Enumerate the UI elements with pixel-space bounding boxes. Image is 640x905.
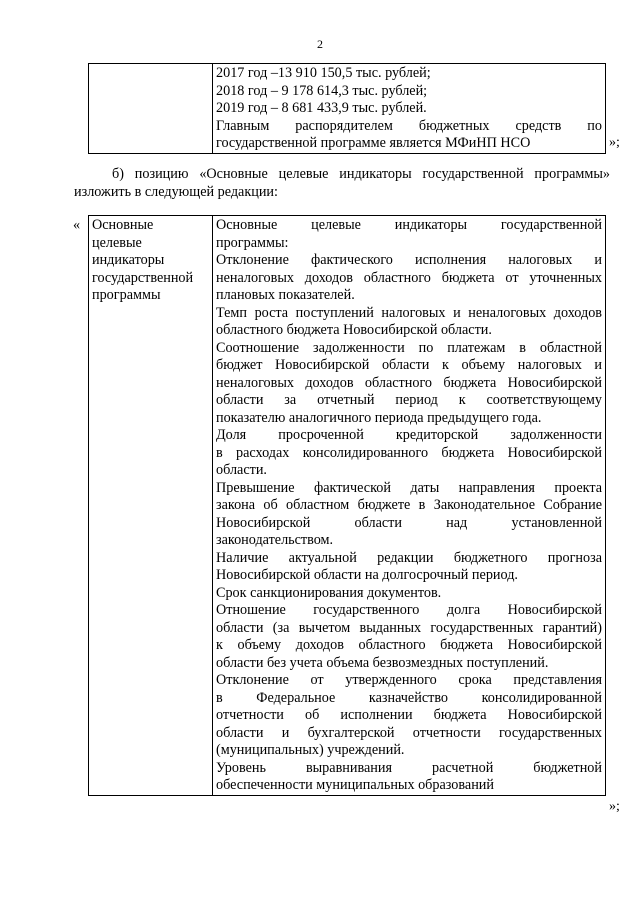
indicator-line: Основные целевые индикаторы государственной <box>216 217 602 233</box>
indicator-line: Отклонение от утвержденного срока представления <box>216 672 602 688</box>
indicator-line: Темп роста поступлений налоговых и неналоговых доходов <box>216 304 602 321</box>
indicator-line: Соотношение задолженности по платежам в областной <box>216 339 602 356</box>
label-line: Основные <box>92 217 154 233</box>
table2-opening-quote: « <box>73 217 81 233</box>
label-line: индикаторы <box>92 252 165 268</box>
indicator-line: Новосибирской области над установленной <box>216 514 602 531</box>
indicator-line: области за отчетный период к соответствующему <box>216 392 602 408</box>
indicator-line: плановых показателей. <box>216 287 355 303</box>
indicator-line: отчетности об исполнении бюджета Новосибирской <box>216 707 602 723</box>
indicator-line: к объему доходов областного бюджета Новосибирской <box>216 637 602 653</box>
indicator-line: показателю аналогичного периода предыдущего года. <box>216 409 542 426</box>
indicators-label-cell <box>89 216 213 796</box>
funding-table <box>88 63 606 154</box>
funding-line: 2017 год –13 910 150,5 тыс. рублей; <box>216 65 431 81</box>
indicators-text-cell <box>213 216 606 796</box>
indicator-line: неналоговых доходов областного бюджета от уточненных <box>216 269 602 286</box>
indicators-table <box>88 215 606 796</box>
indicator-line: Превышение фактической даты направления проекта <box>216 479 602 496</box>
funding-line: 2018 год – 9 178 614,3 тыс. рублей; <box>216 82 428 99</box>
table2-closing-quote: »; <box>609 799 620 814</box>
indicator-line: области без учета объема безвозмездных поступлений. <box>216 654 549 671</box>
indicator-line: Отношение государственного долга Новосибирской <box>216 602 602 618</box>
paragraph-b-line-1: б) позицию «Основные целевые индикаторы государственной программы» <box>112 166 610 182</box>
indicator-line: областного бюджета Новосибирской области. <box>216 322 492 338</box>
funding-table-label-cell <box>89 64 213 154</box>
label-line: целевые <box>92 234 142 251</box>
indicator-line: области и бухгалтерской отчетности государственных <box>216 724 602 741</box>
indicator-line: (муниципальных) учреждений. <box>216 742 405 758</box>
label-line: программы <box>92 287 161 303</box>
label-line: государственной <box>92 269 194 286</box>
indicator-line: Наличие актуальной редакции бюджетного прогноза <box>216 549 602 566</box>
page-number: 2 <box>317 37 323 51</box>
indicator-line: Отклонение фактического исполнения налоговых и <box>216 252 602 268</box>
indicator-line: законодательством. <box>216 532 334 548</box>
indicator-line: Уровень выравнивания расчетной бюджетной <box>216 759 602 776</box>
indicator-line: бюджет Новосибирской области к объему налоговых и <box>216 357 602 373</box>
funding-table-text-cell <box>213 64 606 154</box>
indicator-line: в расходах консолидированного бюджета Новосибирской <box>216 444 602 461</box>
indicator-line: в Федеральное казначейство консолидированной <box>216 689 602 706</box>
indicator-line: области (за вычетом выданных государственных гарантий) <box>216 619 602 636</box>
indicator-line: области. <box>216 462 267 478</box>
indicator-line: Срок санкционирования документов. <box>216 584 442 601</box>
indicator-line: программы: <box>216 234 289 251</box>
funding-line: государственной программе является МФиНП НСО <box>216 135 531 151</box>
indicator-line: обеспеченности муниципальных образований <box>216 777 494 793</box>
indicator-line: Доля просроченной кредиторской задолженности <box>216 427 602 443</box>
indicator-line: неналоговых доходов областного бюджета Новосибирской <box>216 374 602 391</box>
funding-line: 2019 год – 8 681 433,9 тыс. рублей. <box>216 100 427 116</box>
indicator-line: Новосибирской области на долгосрочный период. <box>216 567 518 583</box>
paragraph-b-line-2: изложить в следующей редакции: <box>74 183 278 200</box>
table1-closing-quote: »; <box>609 135 620 150</box>
funding-line: Главным распорядителем бюджетных средств по <box>216 117 602 134</box>
paragraph-b <box>74 166 610 201</box>
indicator-line: закона об областном бюджете в Законодательное Собрание <box>216 497 602 513</box>
